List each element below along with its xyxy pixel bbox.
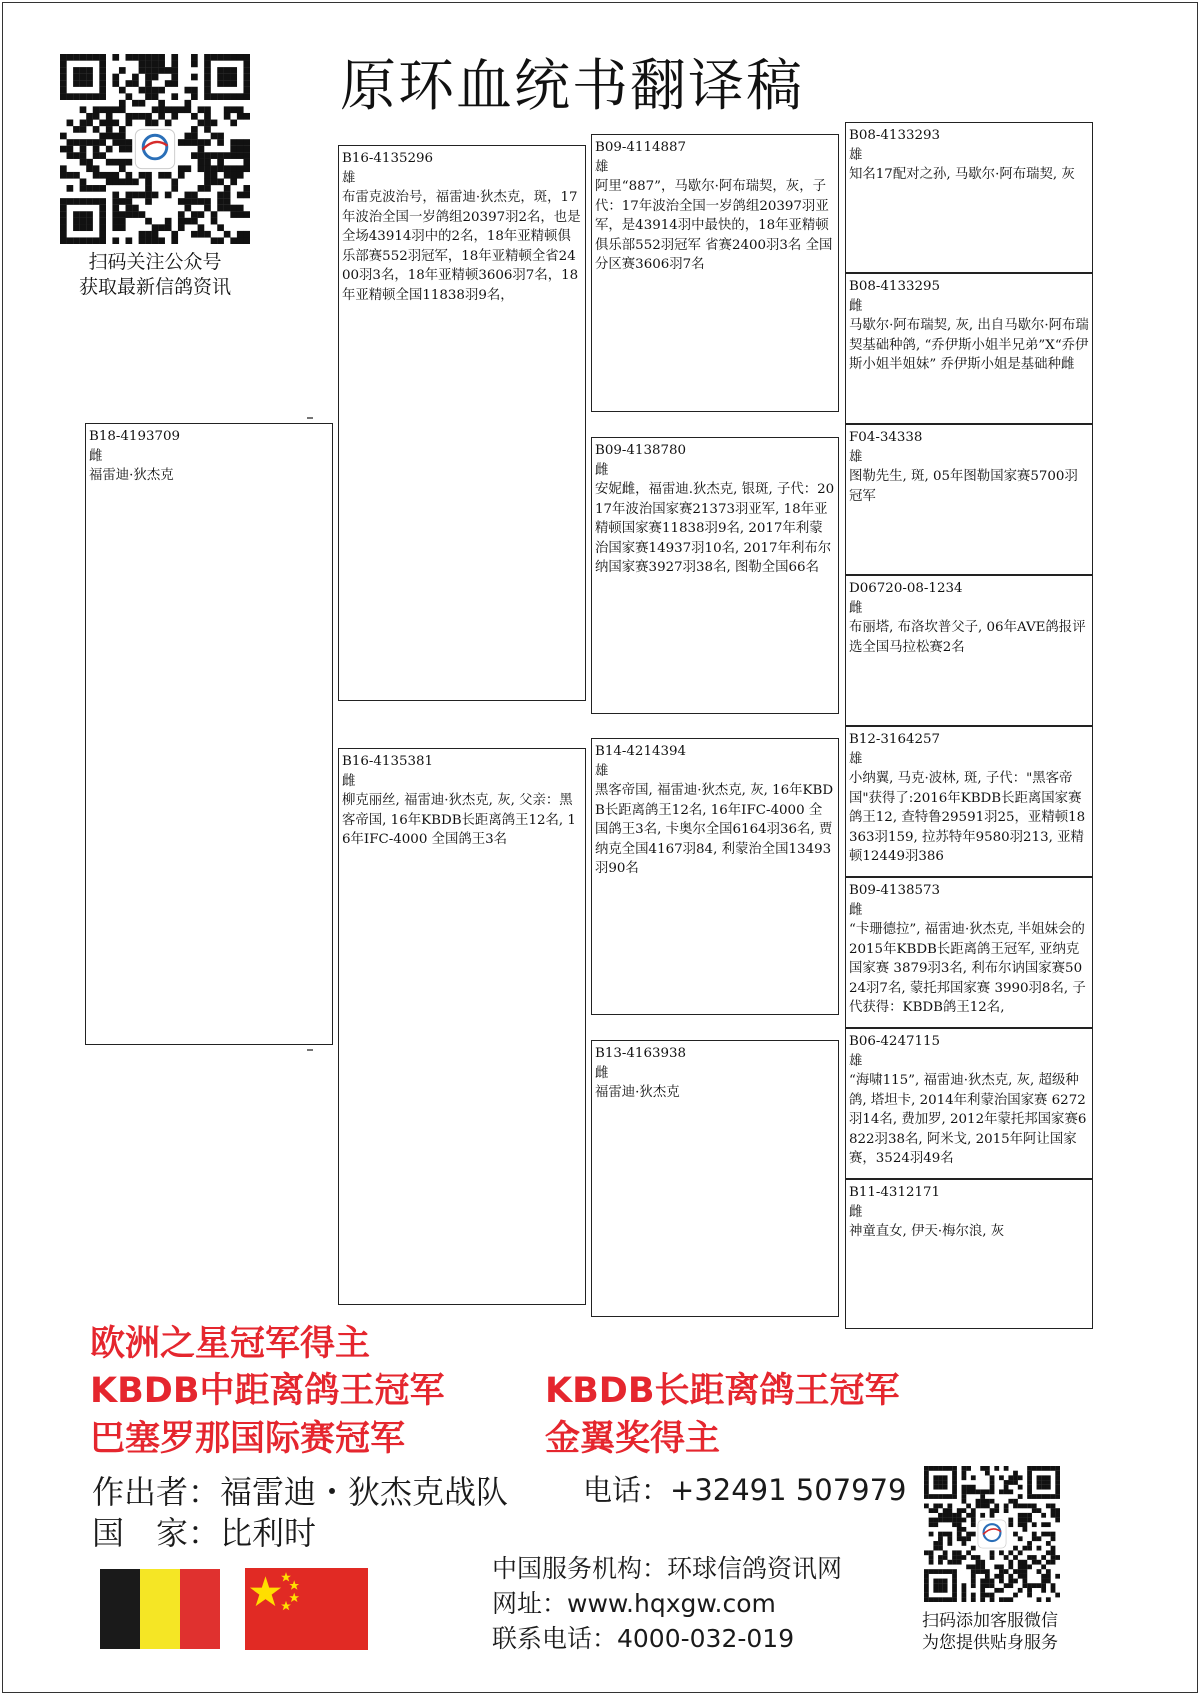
service-tel: 联系电话：4000-032-019 — [492, 1624, 795, 1653]
pedigree-box-dam-sire — [591, 738, 839, 1015]
sex-label: 雄 — [849, 751, 863, 767]
pedigree-box-dam — [338, 748, 586, 1305]
sex-label: 雌 — [849, 600, 863, 616]
page-title: 原环血统书翻译稿 — [340, 54, 804, 119]
sex-label: 雄 — [595, 763, 609, 779]
sex-label: 雄 — [849, 449, 863, 465]
sex-label: 雄 — [849, 147, 863, 163]
ring-number: B14-4214394 — [595, 744, 687, 759]
ring-number: B09-4138573 — [849, 883, 941, 898]
service-org: 中国服务机构：环球信鸽资讯网 — [492, 1554, 843, 1583]
pedigree-box-dam-dam — [591, 1040, 839, 1317]
country-value: 比利时 — [220, 1514, 317, 1552]
description: 图勒先生, 斑, 05年图勒国家赛5700羽冠军 — [849, 469, 1078, 504]
ring-number: B12-3164257 — [849, 732, 941, 747]
breeder-phone — [583, 1473, 907, 1507]
ring-number: F04-34338 — [849, 430, 923, 445]
country-label: 国 家： — [92, 1514, 221, 1552]
sex-label: 雌 — [849, 1204, 863, 1220]
pedigree-box-sire — [338, 145, 586, 701]
sex-label: 雌 — [595, 462, 609, 478]
pedigree-box-sire-sire — [591, 134, 839, 412]
award-1: 欧洲之星冠军得主 — [90, 1324, 371, 1364]
ring-number: B13-4163938 — [595, 1046, 687, 1061]
award-3: 巴塞罗那国际赛冠军 — [90, 1419, 406, 1459]
qr-bottom-line1: 扫码添加客服微信 — [922, 1611, 1058, 1631]
description: 黑客帝国, 福雷迪·狄杰克, 灰, 16年KBDB长距离鸽王12名, 16年IFC-4000 全国鸽王3名, 卡奥尔全国6164羽36名, 贾纳克全国4167羽84, 利蒙治全国13493羽90名 — [595, 783, 834, 876]
sex-label: 雄 — [342, 170, 356, 186]
description: 安妮雌，福雷迪.狄杰克, 银斑, 子代：2017年波治国家赛21373羽亚军, 18年亚精顿国家赛11838羽9名, 2017年利蒙治国家赛14937羽10名, 2017年利布尔纳国家赛3927羽38名, 图勒全国66名 — [595, 482, 835, 575]
pedigree-box-sire-dam — [591, 437, 839, 714]
service-site: 网址：www.hqxgw.com — [492, 1589, 776, 1618]
sex-label: 雌 — [342, 773, 356, 789]
ring-number: D06720-08-1234 — [849, 581, 963, 596]
ring-number: B06-4247115 — [849, 1034, 941, 1049]
qr-top-line2: 获取最新信鸽资讯 — [78, 276, 231, 298]
sex-label: 雄 — [849, 1053, 863, 1069]
pedigree-box-ssd — [845, 273, 1093, 424]
description: 马歇尔·阿布瑞契, 灰, 出自马歇尔·阿布瑞契基础种鸽, “乔伊斯小姐半兄弟”X“乔伊斯小姐半姐妹” 乔伊斯小姐是基础种雌 — [849, 318, 1089, 372]
qr-bottom-caption — [880, 1610, 1100, 1654]
description: 阿里“887”，马歇尔·阿布瑞契，灰，子代：17年波治全国一岁鸽组20397羽亚军，是43914羽中最快的，18年亚精顿俱乐部552羽冠军 省赛2400羽3名 全国分区赛3606羽7名 — [595, 179, 833, 272]
description: 布丽塔, 布洛坎普父子, 06年AVE鸽报评选全国马拉松赛2名 — [849, 620, 1086, 655]
description: “卡珊德拉”, 福雷迪·狄杰克, 半姐妹会的2015年KBDB长距离鸽王冠军, 亚纳克国家赛 3879羽3名, 利布尔讷国家赛5024羽7名, 蒙托邦国家赛 3990羽8名, 子代获得：KBDB鸽王12名, — [849, 922, 1086, 1015]
pedigree-box-dss — [845, 726, 1093, 877]
sex-label: 雌 — [595, 1065, 609, 1081]
ring-number: B09-4114887 — [595, 140, 687, 155]
phone-value: +32491 507979 — [670, 1473, 907, 1507]
sex-label: 雌 — [849, 902, 863, 918]
ring-number: B09-4138780 — [595, 443, 687, 458]
award-5: 金翼奖得主 — [545, 1419, 721, 1459]
pedigree-box-sss — [845, 122, 1093, 273]
pedigree-box-dsd — [845, 877, 1093, 1028]
ring-number: B08-4133295 — [849, 279, 941, 294]
sex-label: 雌 — [849, 298, 863, 314]
ring-number: B18-4193709 — [89, 429, 181, 444]
description: 知名17配对之孙, 马歇尔·阿布瑞契, 灰 — [849, 167, 1075, 182]
pedigree-box-dds — [845, 1028, 1093, 1179]
breeder-country — [92, 1514, 317, 1552]
description: 柳克丽丝, 福雷迪·狄杰克, 灰, 父亲：黑客帝国, 16年KBDB长距离鸽王12名, 16年IFC-4000 全国鸽王3名 — [342, 793, 576, 847]
description: 神童直女, 伊天·梅尔浪, 灰 — [849, 1224, 1005, 1239]
ring-number: B08-4133293 — [849, 128, 941, 143]
pedigree-box-subject — [85, 423, 333, 1045]
pedigree-box-sds — [845, 424, 1093, 575]
award-2: KBDB中距离鸽王冠军 — [90, 1371, 445, 1411]
description: 小纳翼, 马克·波林, 斑, 子代："黑客帝国"获得了:2016年KBDB长距离国家赛鸽王12, 查特鲁29591羽25，亚精顿18363羽159, 拉苏特年9580羽213, 亚精顿12449羽386 — [849, 771, 1086, 864]
description: 福雷迪·狄杰克 — [595, 1085, 680, 1100]
award-4: KBDB长距离鸽王冠军 — [545, 1371, 900, 1411]
description: “海啸115”, 福雷迪·狄杰克, 灰, 超级种鸽, 塔坦卡, 2014年利蒙治国家赛 6272羽14名, 费加罗, 2012年蒙托邦国家赛6822羽38名, 阿米戈, 2015年阿让国家赛，3524羽49名 — [849, 1073, 1087, 1166]
description: 福雷迪·狄杰克 — [89, 468, 174, 483]
ring-number: B16-4135381 — [342, 754, 434, 769]
belgium-flag-icon — [100, 1568, 220, 1650]
ring-number: B11-4312171 — [849, 1185, 941, 1200]
qr-code-icon — [924, 1466, 1060, 1602]
breeder-author — [92, 1473, 509, 1511]
sex-label: 雌 — [89, 448, 103, 464]
qr-bottom-line2: 为您提供贴身服务 — [922, 1633, 1058, 1653]
author-label: 作出者： — [92, 1473, 221, 1511]
pedigree-box-ddd — [845, 1179, 1093, 1329]
ring-number: B16-4135296 — [342, 151, 434, 166]
pedigree-box-sdd — [845, 575, 1093, 726]
description: 布雷克波治号，福雷迪·狄杰克，斑，17年波治全国一岁鸽组20397羽2名，也是全场43914羽中的2名，18年亚精顿俱乐部赛552羽冠军，18年亚精顿全省2400羽3名，18年亚精顿3606羽7名，18年亚精顿全国11838羽9名， — [342, 190, 581, 303]
qr-top-line1: 扫码关注公众号 — [88, 251, 222, 273]
sex-label: 雄 — [595, 159, 609, 175]
phone-label: 电话： — [583, 1473, 671, 1507]
china-flag-icon — [245, 1568, 368, 1650]
author-value: 福雷迪・狄杰克战队 — [220, 1473, 509, 1511]
